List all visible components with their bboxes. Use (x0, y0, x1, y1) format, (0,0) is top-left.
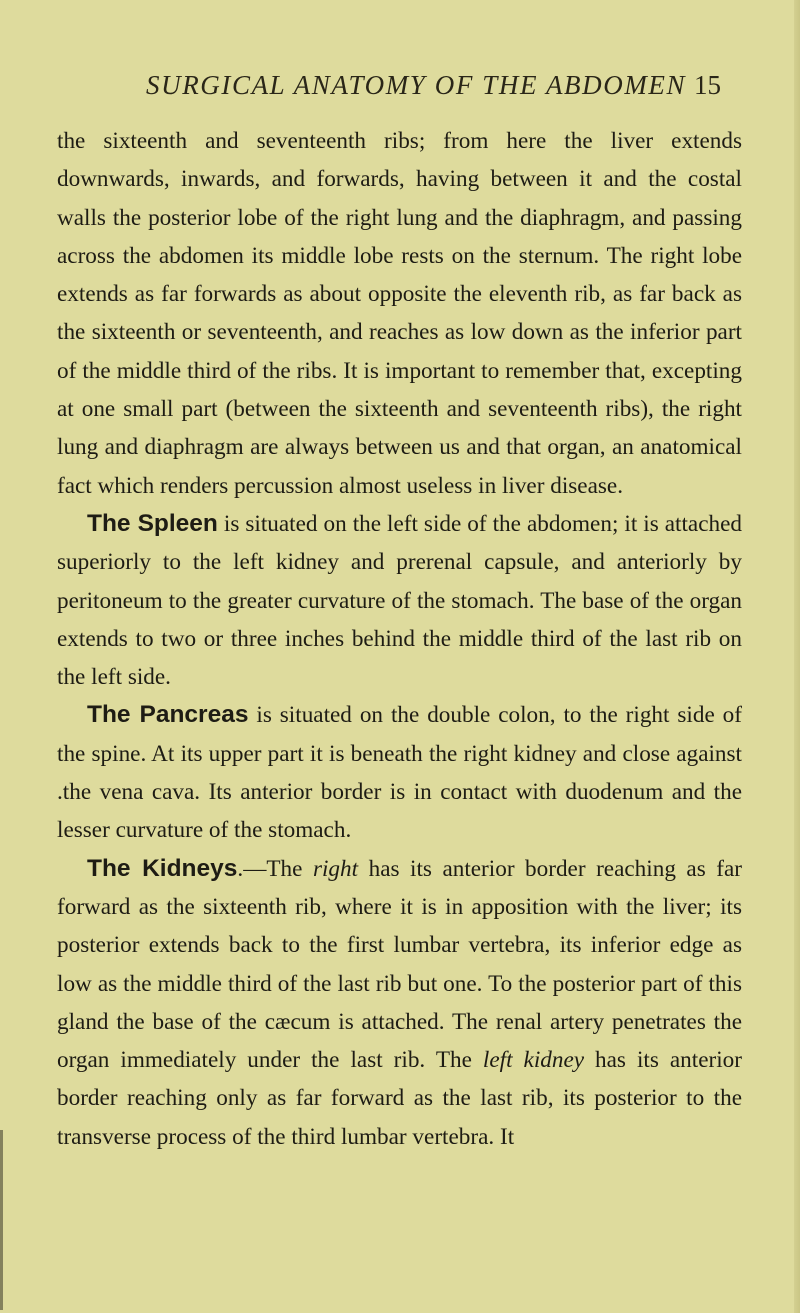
paragraph-kidneys (57, 850, 742, 1156)
paragraph-pancreas (57, 696, 742, 849)
heading-kidneys: The Kidneys (87, 854, 238, 882)
page-binding-shadow (0, 1130, 3, 1310)
running-title: SURGICAL ANATOMY OF THE ABDOMEN (146, 70, 687, 100)
liver-text: the sixteenth and seventeenth ribs; from here the liver extends downwards, inwards, and forwards, having between it and the costal walls the posterior lobe of the right lung and the diaphragm, and passing across the abdomen its middle lobe rests on the sternum. The right lobe extends as far forwards as about opposite the eleventh rib, as far back as the sixteenth or seventeenth, and reaches as low down as the inferior part of the middle third of the ribs. It is important to remember that, excepting at one small part (between the sixteenth and seventeenth ribs), the right lung and diaphragm are always between us and that organ, an anatomical fact which renders percussion almost useless in liver disease. (57, 128, 742, 499)
heading-spleen: The Spleen (87, 509, 218, 537)
term-left-kidney: left kidney (482, 1047, 585, 1074)
body-text (57, 122, 742, 1156)
paragraph-spleen (57, 505, 742, 696)
page-edge (794, 0, 800, 1313)
paragraph-liver-continued (57, 122, 742, 505)
pancreas-text: is situated on the double colon, to the right side of the spine. At its upper part it is beneath the right kidney and close against .the vena cava. Its anterior border is in contact with duodenum and the lesser curvature of the stomach. (57, 702, 742, 844)
term-right: right (312, 855, 359, 882)
running-head (0, 70, 800, 106)
kidneys-text-2: has its anterior border reaching only as far forward as the last rib, its posterior to the transverse process of the third lumbar vertebra. It (57, 1047, 742, 1150)
page-number: 15 (694, 70, 721, 100)
heading-pancreas: The Pancreas (87, 701, 249, 729)
kidneys-dash: .—The (237, 855, 313, 882)
spleen-text: is situated on the left side of the abdomen; it is attached superiorly to the left kidney and prerenal capsule, and anteriorly by peritoneum to the greater curvature of the stomach. The base of the organ extends to two or three inches behind the middle third of the last rib on the left side. (57, 510, 742, 691)
kidneys-text-1: has its anterior border reaching as far forward as the sixteenth rib, where it is in apposition with the liver; its posterior extends back to the first lumbar vertebra, its inferior edge as low as the middle third of the last rib but one. To the posterior part of this gland the base of the cæcum is attached. The renal artery penetrates the organ immediately under the last rib. The (57, 855, 742, 1074)
